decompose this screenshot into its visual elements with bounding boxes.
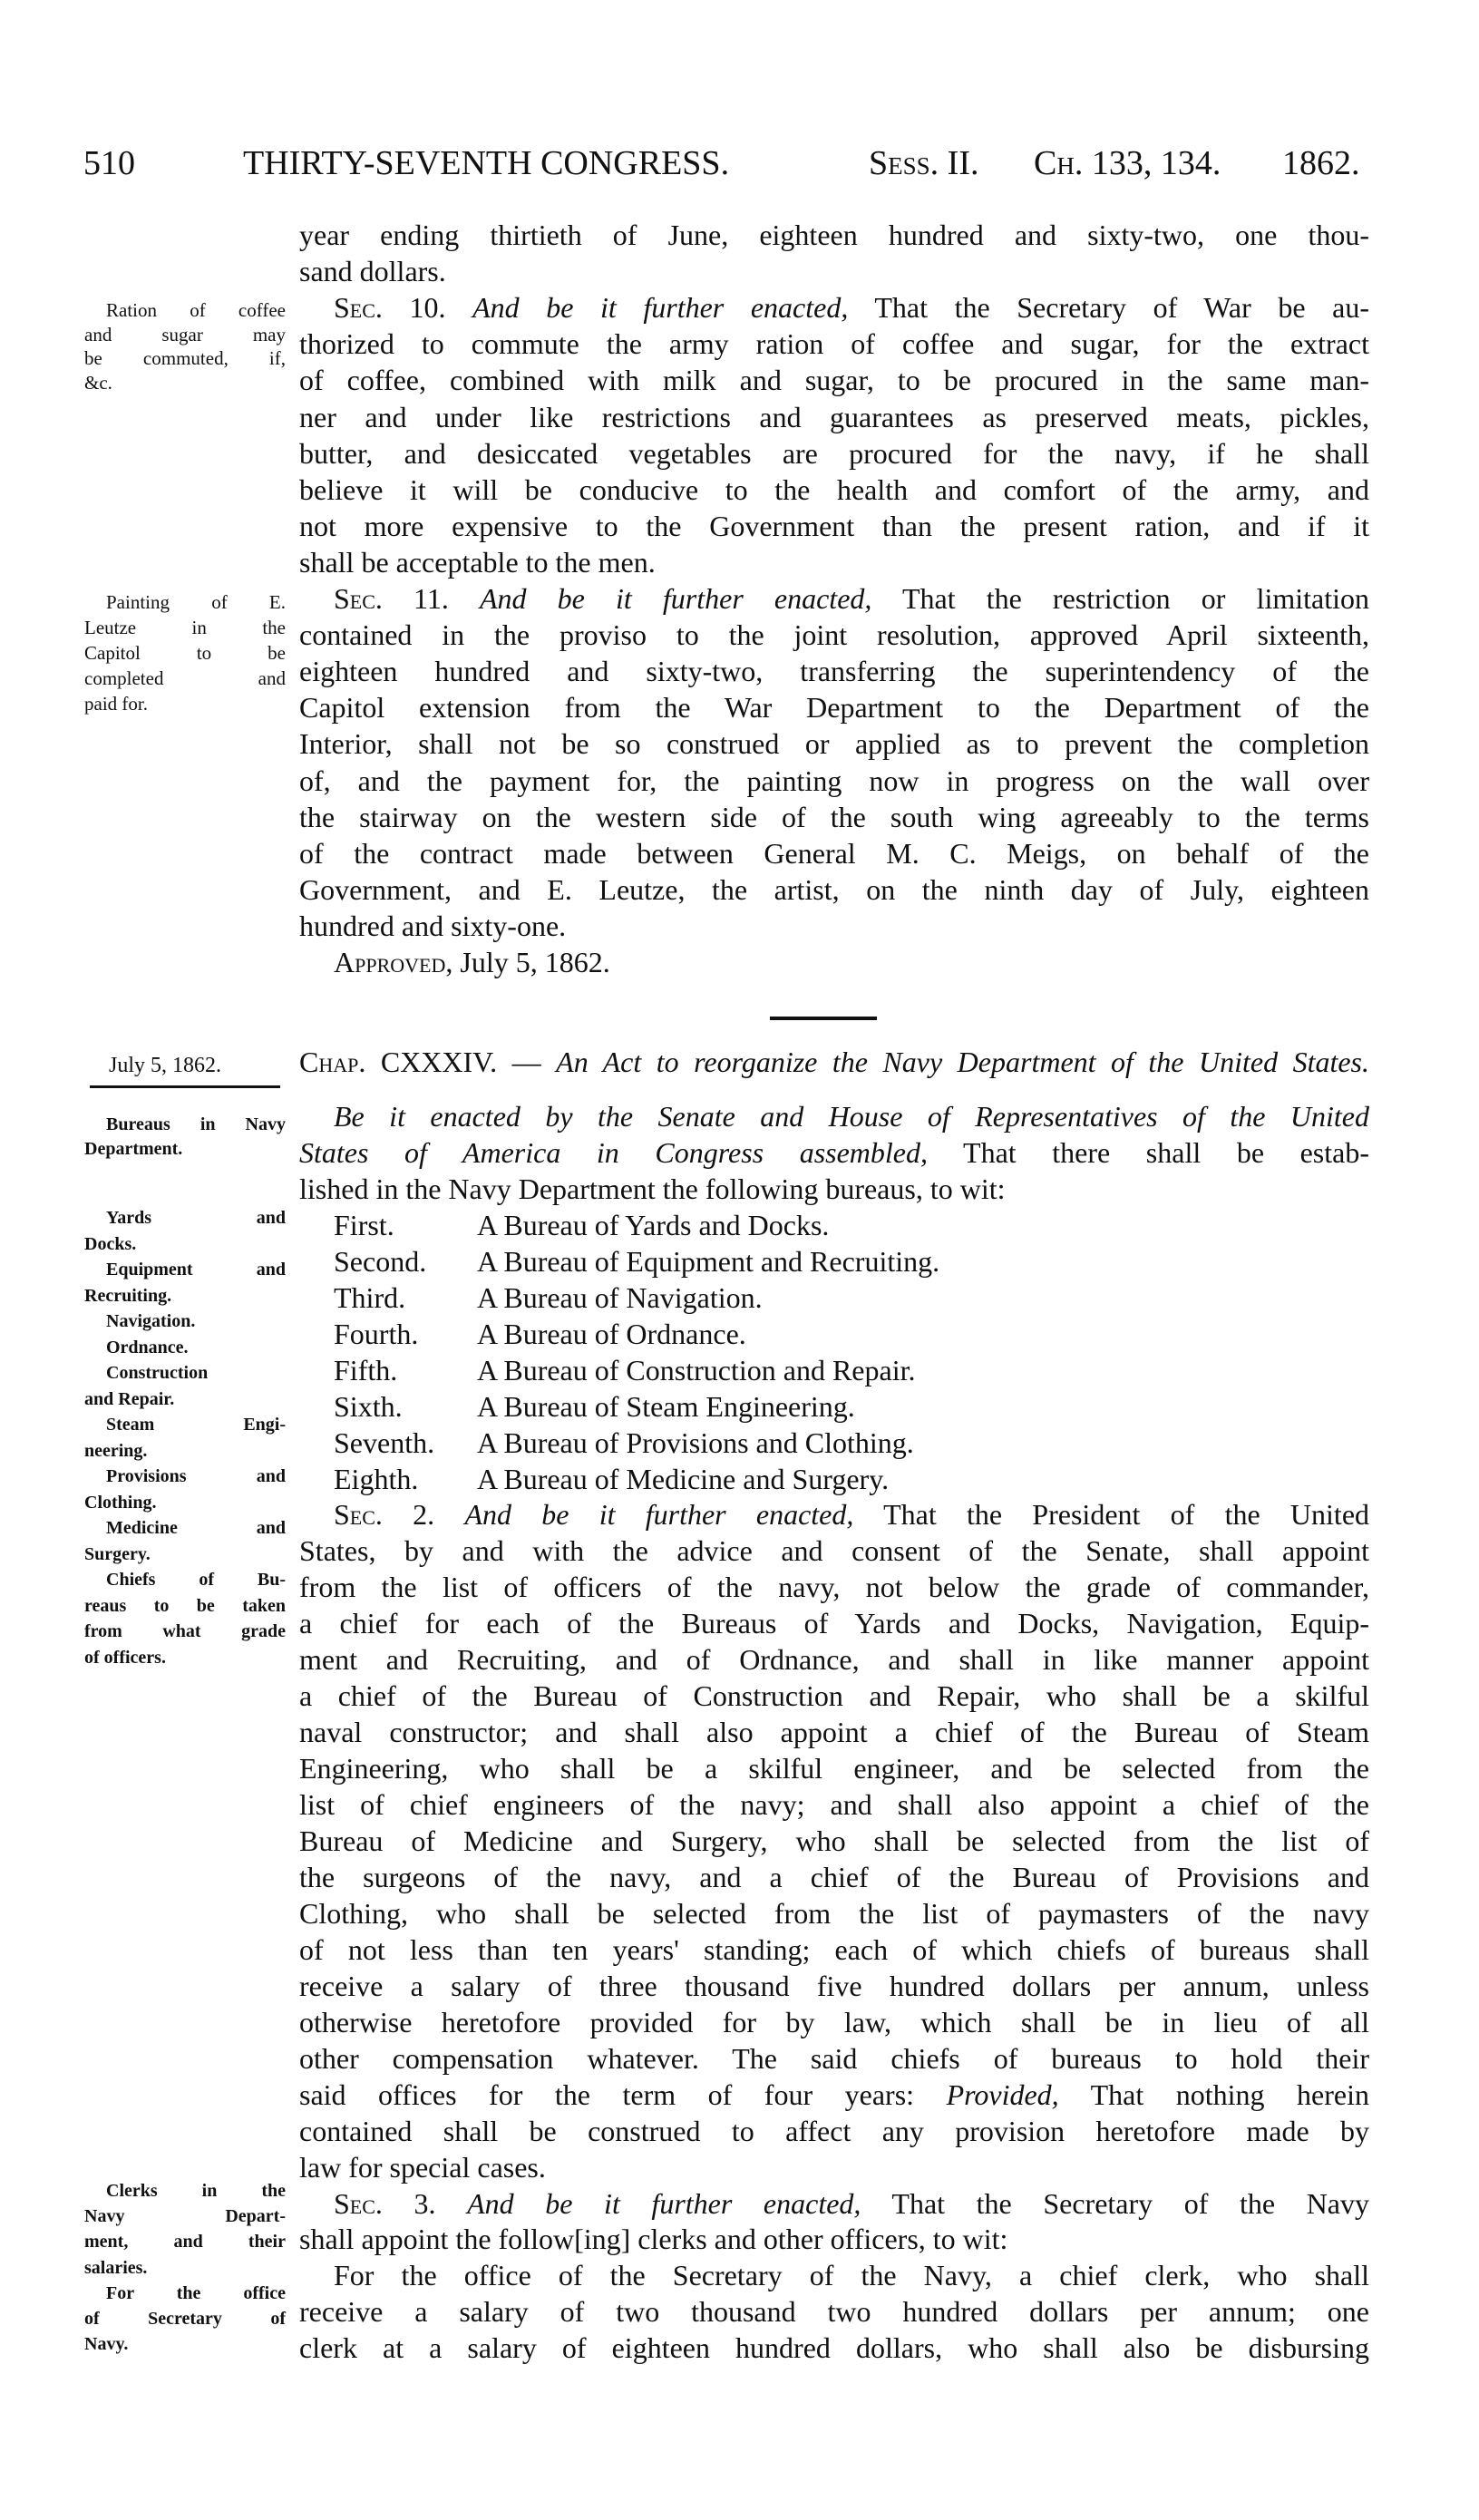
margin-note-line: salaries. <box>84 2257 148 2278</box>
list-item-text: A Bureau of Provisions and Clothing. <box>477 1425 914 1459</box>
margin-note-line: Ordnance. <box>106 1337 189 1357</box>
margin-note-line: Clerks in the <box>106 2181 286 2201</box>
text-line: contained shall be construed to affect any provision heretofore made by <box>299 2114 1369 2147</box>
text-line: list of chief engineers of the navy; and shall also appoint a chief of the <box>299 1788 1369 1822</box>
small-caps-text: Approved, <box>334 946 453 978</box>
text-line: Sec. 3. And be it further enacted, That the Secretary of the Navy <box>334 2186 1369 2220</box>
margin-note-line: Medicine and <box>106 1518 286 1538</box>
list-item <box>299 1279 1369 1316</box>
list-item-text: A Bureau of Medicine and Surgery. <box>477 1462 890 1495</box>
date-underline <box>90 1085 280 1088</box>
text-line: Government, and E. Leutze, the artist, on the ninth day of July, eighteen <box>299 872 1369 906</box>
text-line: butter, and desiccated vegetables are procured for the navy, if he shall <box>299 436 1369 470</box>
text-line: ner and under like restrictions and guarantees as preserved meats, pickles, <box>299 400 1369 433</box>
margin-note-line: and Repair. <box>84 1388 175 1409</box>
text-line: shall appoint the follow[ing] clerks and other officers, to wit: <box>299 2223 1008 2256</box>
text-line: hundred and sixty-one. <box>299 909 567 942</box>
text-line: other compensation whatever. The said chiefs of bureaus to hold their <box>299 2041 1369 2075</box>
text-line: Engineering, who shall be a skilful engineer, and be selected from the <box>299 1752 1369 1785</box>
text-line: year ending thirtieth of June, eighteen hundred and sixty-two, one thou- <box>299 219 1369 251</box>
margin-note-line: neering. <box>84 1440 148 1461</box>
text-line: the surgeons of the navy, and a chief of the Bureau of Provisions and <box>299 1860 1369 1893</box>
text-line: Sec. 11. And be it further enacted, That the restriction or limitation <box>334 582 1370 615</box>
text-line: from the list of officers of the navy, not below the grade of commander, <box>299 1571 1369 1604</box>
margin-note-line: Leutze in the <box>84 617 286 638</box>
italic-text: States of America in Congress assembled, <box>299 1135 929 1169</box>
margin-note-line: Clothing. <box>84 1492 157 1513</box>
list-item-text: A Bureau of Steam Engineering. <box>477 1389 855 1423</box>
margin-note-line: Recruiting. <box>84 1285 172 1306</box>
text-line: a chief for each of the Bureaus of Yards and Docks, Navigation, Equip- <box>299 1607 1369 1640</box>
margin-note-line: For the office <box>106 2282 286 2303</box>
text-line: Interior, shall not be so construed or applied as to prevent the completion <box>299 727 1369 761</box>
text-line: ment and Recruiting, and of Ordnance, and shall in like manner appoint <box>299 1643 1369 1677</box>
margin-note-line: Steam Engi- <box>106 1415 286 1435</box>
text-line: naval constructor; and shall also appoint a chief of the Bureau of Steam <box>299 1716 1369 1749</box>
small-caps-text: Sec. 10. <box>334 291 446 325</box>
margin-note-line: paid for. <box>84 693 148 715</box>
margin-note-line: ment, and their <box>84 2232 286 2252</box>
text-line: of, and the payment for, the painting now in progress on the wall over <box>299 764 1369 797</box>
list-item-text: A Bureau of Yards and Docks. <box>477 1208 830 1241</box>
margin-note-line: Chiefs of Bu- <box>106 1570 286 1590</box>
small-caps-text: Sec. 2. <box>334 1498 435 1532</box>
list-item-label: Fifth. <box>334 1353 398 1386</box>
text-line: said offices for the term of four years: Provided, That nothing herein <box>299 2077 1370 2111</box>
text-line: Sec. 10. And be it further enacted, That the Secretary of War be au- <box>334 291 1370 325</box>
text-line: the stairway on the western side of the south wing agreeably to the terms <box>299 800 1369 833</box>
session-label: Sess. II. <box>869 144 979 182</box>
text-line: of not less than ten years' standing; each of which chiefs of bureaus shall <box>299 1932 1369 1966</box>
margin-note-line: of Secretary of <box>84 2309 286 2329</box>
list-item-label: First. <box>334 1208 394 1241</box>
margin-note-line: Surgery. <box>84 1543 151 1564</box>
running-title: THIRTY-SEVENTH CONGRESS. <box>243 144 730 182</box>
margin-note-line: Equipment and <box>106 1260 286 1279</box>
text-line: States of America in Congress assembled, That there shall be estab- <box>299 1135 1370 1169</box>
list-item-label: Third. <box>334 1280 406 1314</box>
list-item-text: A Bureau of Construction and Repair. <box>477 1353 916 1386</box>
text-line: Sec. 2. And be it further enacted, That the President of the United <box>334 1498 1370 1532</box>
italic-text: And be it further enacted, <box>472 291 849 325</box>
italic-text: And be it further enacted, <box>479 582 872 615</box>
margin-note-line: Yards and <box>106 1208 286 1228</box>
text-line: eighteen hundred and sixty-two, transferring the superintendency of the <box>299 655 1369 688</box>
margin-note-line: Navigation. <box>106 1311 196 1331</box>
list-item-label: Seventh. <box>334 1425 435 1459</box>
margin-note-line: &c. <box>84 371 112 394</box>
text-line: law for special cases. <box>299 2150 546 2184</box>
text-line: not more expensive to the Government than the present ration, and if it <box>299 509 1369 542</box>
text-line: shall be acceptable to the men. <box>299 545 656 579</box>
text-line: States, by and with the advice and consent of the Senate, shall appoint <box>299 1534 1369 1568</box>
text-line: Approved, July 5, 1862. <box>334 946 610 978</box>
margin-note-line: July 5, 1862. <box>109 1054 222 1077</box>
page-number: 510 <box>83 144 135 182</box>
list-item-text: A Bureau of Equipment and Recruiting. <box>477 1244 940 1278</box>
text-line: clerk at a salary of eighteen hundred dollars, who shall also be disbursing <box>299 2331 1369 2365</box>
text-line: Clothing, who shall be selected from the list of paymasters of the navy <box>299 1896 1369 1930</box>
list-item-text: A Bureau of Ordnance. <box>477 1317 746 1350</box>
text-line: For the office of the Secretary of the Navy, a chief clerk, who shall <box>334 2259 1369 2292</box>
margin-note-line: reaus to be taken <box>84 1595 286 1616</box>
italic-text: An Act to reorganize the Navy Department of the United States. <box>556 1046 1370 1078</box>
chapter-label: Ch. 133, 134. <box>1034 144 1221 182</box>
text-line: Capitol extension from the War Department to the Department of the <box>299 691 1369 725</box>
text-line: contained in the proviso to the joint resolution, approved April sixteenth, <box>299 618 1369 652</box>
margin-note-line: Docks. <box>84 1233 137 1254</box>
list-item <box>299 1388 1369 1425</box>
text-line: sand dollars. <box>299 255 446 288</box>
small-caps-text: Sec. 3. <box>334 2186 436 2220</box>
text-line: Chap. CXXXIV. — An Act to reorganize the Navy Department of the United States. <box>299 1046 1370 1078</box>
list-item-label: Second. <box>334 1244 427 1278</box>
margin-note-line: Painting of E. <box>106 591 286 613</box>
margin-note-line: Department. <box>84 1139 183 1159</box>
text-line: of coffee, combined with milk and sugar, to be procured in the same man- <box>299 364 1369 397</box>
text-line: a chief of the Bureau of Construction and Repair, who shall be a skilful <box>299 1679 1369 1713</box>
list-item <box>299 1352 1369 1388</box>
list-item-label: Eighth. <box>334 1462 419 1495</box>
section-divider-rule <box>770 1017 877 1020</box>
text-line: of the contract made between General M. C. Meigs, on behalf of the <box>299 836 1369 870</box>
margin-note-line: Ration of coffee <box>106 299 286 321</box>
list-item <box>299 1461 1369 1497</box>
margin-note-line: be commuted, if, <box>84 347 286 369</box>
list-item-text: A Bureau of Navigation. <box>477 1280 763 1314</box>
margin-note-line: Capitol to be <box>84 642 286 664</box>
italic-text: Provided, <box>946 2077 1059 2111</box>
text-line: Bureau of Medicine and Surgery, who shall be selected from the list of <box>299 1824 1369 1857</box>
small-caps-text: Sec. 11. <box>334 582 449 615</box>
list-item <box>299 1243 1369 1279</box>
small-caps-text: Chap. <box>299 1046 366 1078</box>
text-line: believe it will be conducive to the health and comfort of the army, and <box>299 472 1369 506</box>
margin-note-line: and sugar may <box>84 323 286 345</box>
list-item <box>299 1425 1369 1461</box>
margin-note-line: Bureaus in Navy <box>106 1114 286 1134</box>
list-item-label: Sixth. <box>334 1389 403 1423</box>
margin-note-line: Navy Depart- <box>84 2206 286 2227</box>
margin-note-line: Construction <box>106 1363 209 1383</box>
list-item-label: Fourth. <box>334 1317 419 1350</box>
list-item <box>299 1207 1369 1243</box>
margin-note-line: Navy. <box>84 2334 129 2355</box>
margin-note-line: of officers. <box>84 1647 166 1668</box>
list-item <box>299 1316 1369 1352</box>
text-line: thorized to commute the army ration of coffee and sugar, for the extract <box>299 327 1369 361</box>
text-line: receive a salary of two thousand two hundred dollars per annum; one <box>299 2295 1369 2329</box>
margin-note-line: Provisions and <box>106 1466 286 1486</box>
text-line <box>299 1098 1369 1134</box>
text-line: receive a salary of three thousand five hundred dollars per annum, unless <box>299 1969 1369 2002</box>
margin-note-line: completed and <box>84 667 286 689</box>
text-line: lished in the Navy Department the following bureaus, to wit: <box>299 1172 1006 1205</box>
text-line: otherwise heretofore provided for by law, which shall be in lieu of all <box>299 2005 1369 2038</box>
italic-text: And be it further enacted, <box>467 2186 861 2220</box>
italic-text: Be it enacted by the Senate and House of Representatives of the United <box>334 1100 1369 1133</box>
header-year: 1862. <box>1282 144 1360 182</box>
margin-note-line: from what grade <box>84 1621 286 1641</box>
italic-text: And be it further enacted, <box>464 1498 854 1532</box>
